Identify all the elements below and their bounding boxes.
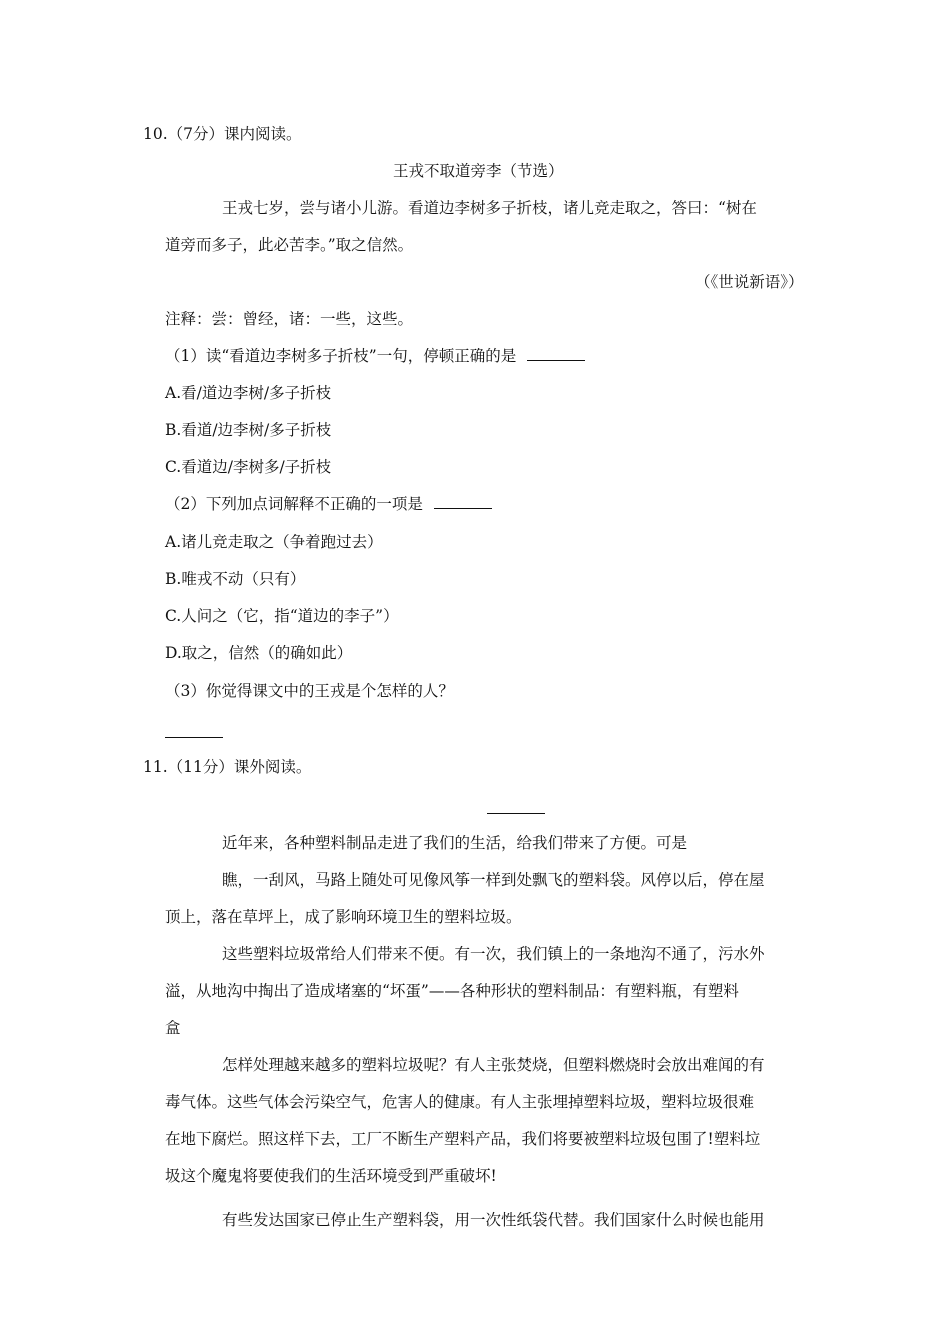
article-line: 瞧，一刮风，马路上随处可见像风筝一样到处飘飞的塑料袋。风停以后，停在屋 (222, 871, 765, 889)
article-line: 顶上，落在草坪上，成了影响环境卫生的塑料垃圾。 (165, 908, 522, 926)
article-line: 盒 (165, 1019, 181, 1037)
article-line: 怎样处理越来越多的塑料垃圾呢？有人主张焚烧，但塑料燃烧时会放出难闻的有 (222, 1056, 765, 1074)
option-a: A.诸儿竞走取之（争着跑过去） (165, 533, 383, 551)
sub-question-2-text: （2）下列加点词解释不正确的一项是 (165, 495, 423, 513)
question-10-heading: 10.（7分）课内阅读。 (143, 125, 302, 143)
option-b: B.看道/边李树/多子折枝 (165, 421, 332, 439)
option-c: C.人问之（它，指“道边的李子”） (165, 607, 399, 625)
article-line: 这些塑料垃圾常给人们带来不便。有一次，我们镇上的一条地沟不通了，污水外 (222, 945, 765, 963)
article-line: 近年来，各种塑料制品走进了我们的生活，给我们带来了方便。可是 (222, 834, 688, 852)
passage-title: 王戎不取道旁李（节选） (393, 162, 564, 180)
option-a: A.看/道边李树/多子折枝 (165, 384, 332, 402)
answer-blank[interactable] (434, 494, 492, 509)
article-line: 毒气体。这些气体会污染空气，危害人的健康。有人主张埋掉塑料垃圾，塑料垃圾很难 (165, 1093, 755, 1111)
answer-blank[interactable] (165, 737, 223, 738)
sub-question-2 (165, 494, 492, 514)
passage-line: 王戎七岁，尝与诸小儿游。看道边李树多子折枝，诸儿竞走取之，答曰：“树在 (222, 199, 757, 217)
option-d: D.取之，信然（的确如此） (165, 644, 353, 662)
title-blank[interactable] (487, 813, 545, 814)
article-line: 溢，从地沟中掏出了造成堵塞的“坏蛋”——各种形状的塑料制品：有塑料瓶，有塑料 (165, 982, 739, 1000)
article-line: 在地下腐烂。照这样下去，工厂不断生产塑料产品，我们将要被塑料垃圾包围了!塑料垃 (165, 1130, 761, 1148)
option-b: B.唯戎不动（只有） (165, 570, 306, 588)
passage-line: 道旁而多子，此必苦李。”取之信然。 (165, 236, 414, 254)
annotation-note: 注释：尝：曾经，诸：一些，这些。 (165, 310, 414, 328)
sub-question-1 (165, 346, 585, 366)
question-11-heading: 11.（11分）课外阅读。 (143, 758, 312, 776)
sub-question-1-text: （1）读“看道边李树多子折枝”一句，停顿正确的是 (165, 347, 517, 365)
article-line: 圾这个魔鬼将要使我们的生活环境受到严重破坏! (165, 1167, 497, 1185)
article-line: 有些发达国家已停止生产塑料袋，用一次性纸袋代替。我们国家什么时候也能用 (222, 1211, 765, 1229)
sub-question-3: （3）你觉得课文中的王戎是个怎样的人？ (165, 682, 454, 700)
option-c: C.看道边/李树多/子折枝 (165, 458, 332, 476)
answer-blank[interactable] (527, 346, 585, 361)
passage-source: （《世说新语》） (695, 273, 804, 291)
